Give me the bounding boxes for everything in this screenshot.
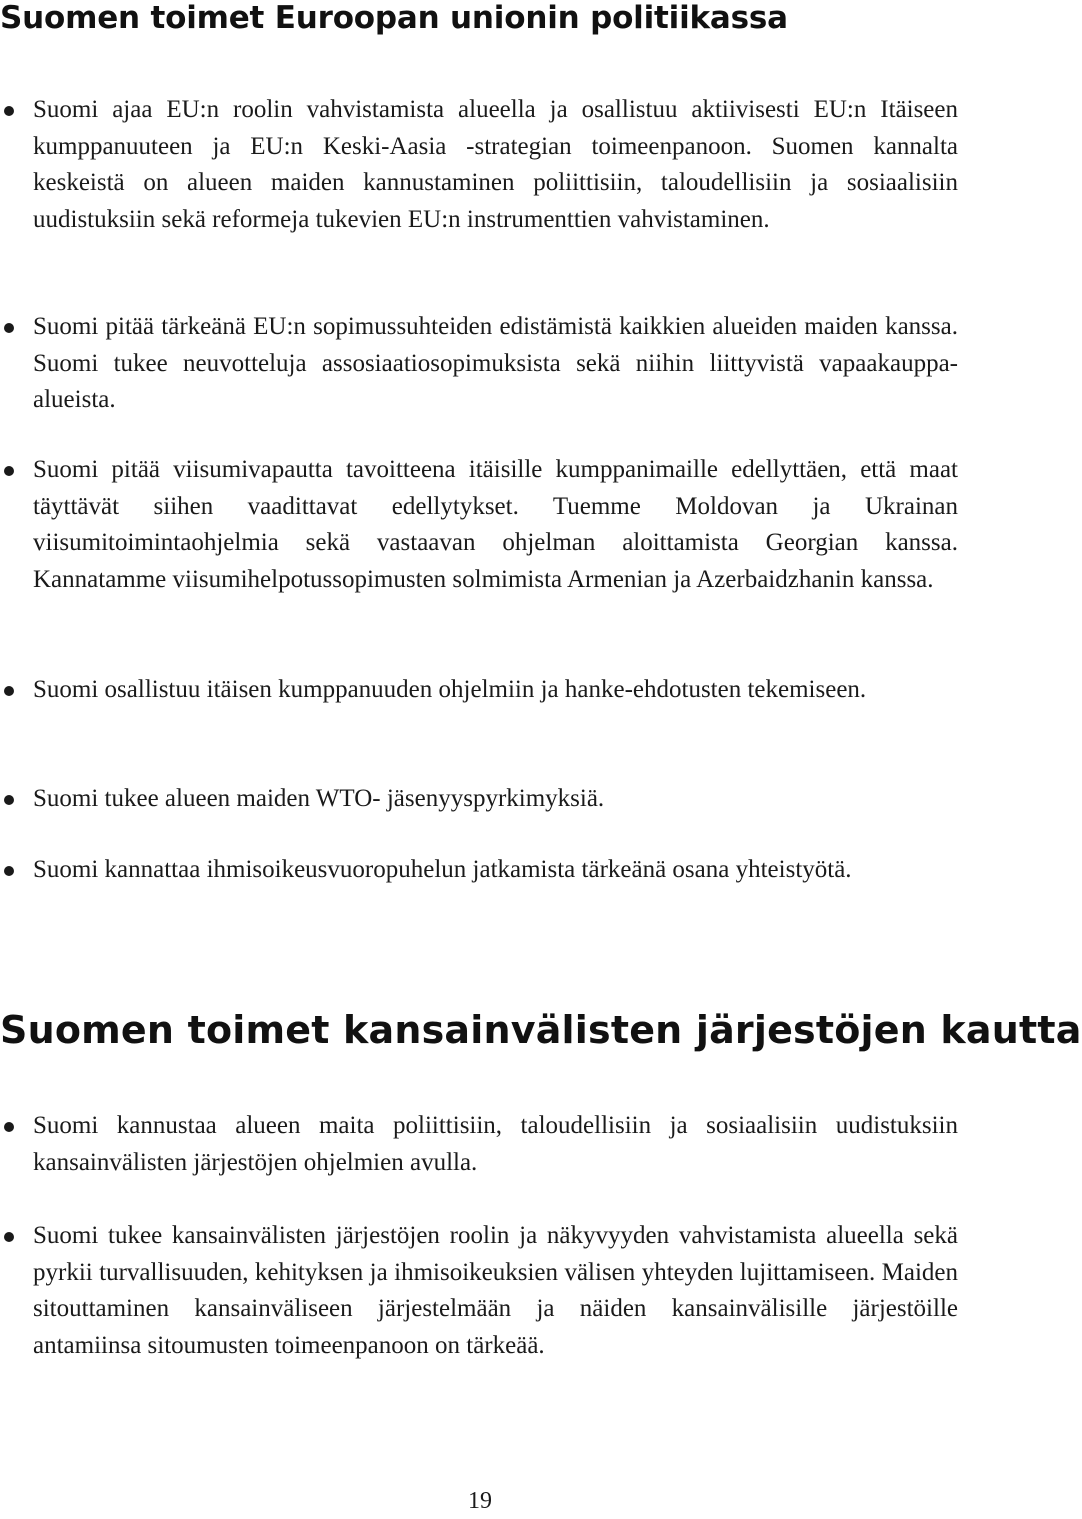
bullet-icon	[4, 686, 14, 696]
section-heading-international-organizations: Suomen toimet kansainvälisten järjestöjen kautta	[0, 1008, 1082, 1052]
bullet-icon	[4, 1122, 14, 1132]
page-number: 19	[468, 1488, 492, 1514]
bullet-icon	[4, 866, 14, 876]
section-heading-eu-policy: Suomen toimet Euroopan unionin politiikassa	[0, 0, 788, 36]
list-item-text: Suomi osallistuu itäisen kumppanuuden ohjelmiin ja hanke-ehdotusten tekemiseen.	[33, 676, 867, 703]
bullet-icon	[4, 795, 14, 805]
list-item-text: Suomi pitää tärkeänä EU:n sopimussuhteiden edistämistä kaikkien alueiden maiden kanssa. Suomi tukee neuvotteluja assosiaatiosopimuksista sekä niihin liittyvistä vapaakauppa-alueista.	[33, 313, 958, 413]
bullet-icon	[4, 466, 14, 476]
bullet-icon	[4, 323, 14, 333]
list-item-text: Suomi pitää viisumivapautta tavoitteena itäisille kumppanimaille edellyttäen, että maat täyttävät siihen vaadittavat edellytykset. Tuemme Moldovan ja Ukrainan viisumitoimintaohjelmia sekä vastaavan ohjelman aloittamista Georgian kanssa. Kannatamme viisumihelpotussopimusten solmimista Armenian ja Azerbaidzhanin kanssa.	[33, 456, 958, 593]
list-item-text: Suomi tukee alueen maiden WTO- jäsenyyspyrkimyksiä.	[33, 785, 605, 812]
bullet-icon	[4, 1232, 14, 1242]
list-item-text: Suomi ajaa EU:n roolin vahvistamista alueella ja osallistuu aktiivisesti EU:n Itäiseen kumppanuuteen ja EU:n Keski-Aasia -strategian toimeenpanoon. Suomen kannalta keskeistä on alueen maiden kannustaminen poliittisiin, taloudellisiin ja sosiaalisiin uudistuksiin sekä reformeja tukevien EU:n instrumenttien vahvistaminen.	[33, 96, 958, 233]
list-item-text: Suomi kannattaa ihmisoikeusvuoropuhelun jatkamista tärkeänä osana yhteistyötä.	[33, 856, 852, 883]
bullet-icon	[4, 106, 14, 116]
list-item-text: Suomi kannustaa alueen maita poliittisiin, taloudellisiin ja sosiaalisiin uudistuksiin kansainvälisten järjestöjen ohjelmien avulla.	[33, 1112, 958, 1176]
list-item-text: Suomi tukee kansainvälisten järjestöjen roolin ja näkyvyyden vahvistamista alueella sekä pyrkii turvallisuuden, kehityksen ja ihmisoikeuksien välisen yhteyden lujittamiseen. Maiden sitouttaminen kansainväliseen järjestelmään ja näiden kansainvälisille järjestöille antamiinsa sitoumusten toimeenpanoon on tärkeää.	[33, 1222, 958, 1359]
